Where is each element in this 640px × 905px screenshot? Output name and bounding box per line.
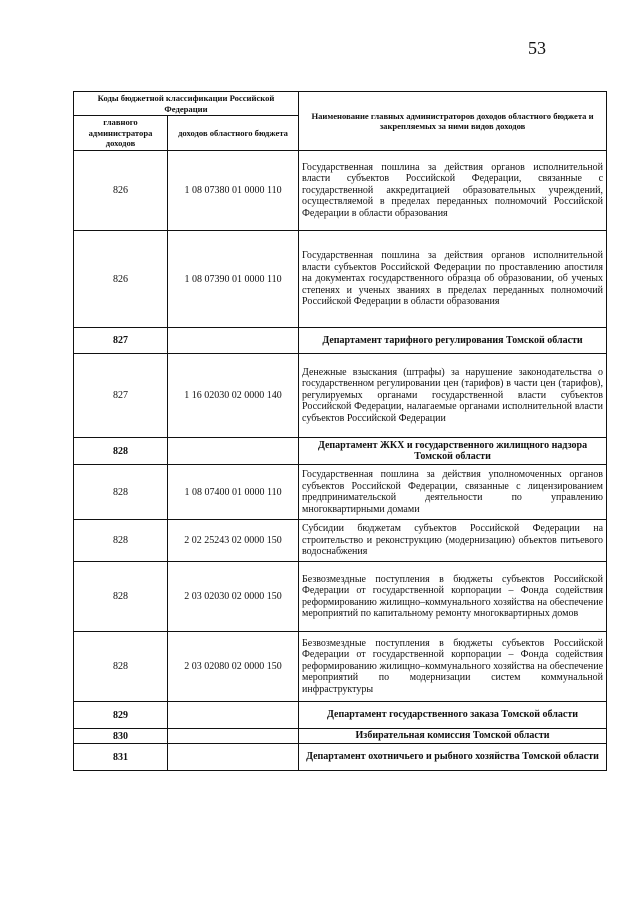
- header-name: Наименование главных администраторов доходов областного бюджета и закрепляемых за ними видов доходов: [299, 92, 607, 151]
- income-code-cell: 2 02 25243 02 0000 150: [168, 520, 299, 562]
- admin-code-cell: 828: [74, 632, 168, 702]
- department-name-cell: Департамент охотничьего и рыбного хозяйства Томской области: [299, 744, 607, 771]
- page-number: 53: [528, 38, 546, 58]
- table-body: [74, 151, 607, 771]
- table-row: [74, 151, 607, 231]
- table-row: [74, 231, 607, 328]
- budget-classification-table: [73, 91, 607, 771]
- department-row: [74, 702, 607, 729]
- admin-code-cell: 828: [74, 438, 168, 465]
- name-cell: Денежные взыскания (штрафы) за нарушение законодательства о государственном регулировании цен (тарифов) в части цен (тарифов), регулируемых органами государственной власти субъектов Российской Федерации, налагаемые органами исполнительной власти субъектов Российской Федерации: [299, 354, 607, 438]
- admin-code-cell: 828: [74, 520, 168, 562]
- income-code-cell: 1 16 02030 02 0000 140: [168, 354, 299, 438]
- department-row: [74, 744, 607, 771]
- income-code-cell: [168, 729, 299, 744]
- admin-code-cell: 826: [74, 231, 168, 328]
- admin-code-cell: 827: [74, 354, 168, 438]
- table-row: [74, 562, 607, 632]
- admin-code-cell: 828: [74, 562, 168, 632]
- income-code-cell: [168, 328, 299, 354]
- income-code-cell: [168, 702, 299, 729]
- header-codes-group: Коды бюджетной классификации Российской Федерации: [74, 92, 299, 116]
- table-row: [74, 465, 607, 520]
- income-code-cell: 1 08 07380 01 0000 110: [168, 151, 299, 231]
- name-cell: Государственная пошлина за действия уполномоченных органов субъектов Российской Федерации, связанные с лицензированием предпринимательской деятельности по управлению многоквартирными домами: [299, 465, 607, 520]
- department-row: [74, 328, 607, 354]
- department-name-cell: Департамент тарифного регулирования Томской области: [299, 328, 607, 354]
- department-name-cell: Департамент ЖКХ и государственного жилищного надзора Томской области: [299, 438, 607, 465]
- department-name-cell: Избирательная комиссия Томской области: [299, 729, 607, 744]
- name-cell: Государственная пошлина за действия органов исполнительной власти субъектов Российской Федерации по проставлению апостиля на документах государственного образца об образовании, об ученых степенях и ученых званиях в пределах переданных полномочий Российской Федерации в области образования: [299, 231, 607, 328]
- admin-code-cell: 829: [74, 702, 168, 729]
- income-code-cell: 2 03 02080 02 0000 150: [168, 632, 299, 702]
- income-code-cell: 2 03 02030 02 0000 150: [168, 562, 299, 632]
- name-cell: Государственная пошлина за действия органов исполнительной власти субъектов Российской Федерации, связанные с государственной аккредитацией образовательных учреждений, осуществляемой в пределах переданных полномочий Российской Федерации в области образования: [299, 151, 607, 231]
- admin-code-cell: 828: [74, 465, 168, 520]
- income-code-cell: 1 08 07390 01 0000 110: [168, 231, 299, 328]
- name-cell: Безвозмездные поступления в бюджеты субъектов Российской Федерации от государственной корпорации – Фонда содействия реформированию жилищно–коммунального хозяйства на обеспечение мероприятий по модернизации систем коммунальной инфраструктуры: [299, 632, 607, 702]
- table-header: [74, 92, 607, 151]
- admin-code-cell: 826: [74, 151, 168, 231]
- table-row: [74, 520, 607, 562]
- admin-code-cell: 830: [74, 729, 168, 744]
- income-code-cell: [168, 744, 299, 771]
- name-cell: Субсидии бюджетам субъектов Российской Федерации на строительство и реконструкцию (модернизацию) объектов питьевого водоснабжения: [299, 520, 607, 562]
- department-row: [74, 438, 607, 465]
- header-income-code: доходов областного бюджета: [168, 116, 299, 151]
- department-row: [74, 729, 607, 744]
- header-admin-code: главного администратора доходов: [74, 116, 168, 151]
- name-cell: Безвозмездные поступления в бюджеты субъектов Российской Федерации от государственной корпорации – Фонда содействия реформированию жилищно–коммунального хозяйства на обеспечение мероприятий по капитальному ремонту многоквартирных домов: [299, 562, 607, 632]
- income-code-cell: [168, 438, 299, 465]
- income-code-cell: 1 08 07400 01 0000 110: [168, 465, 299, 520]
- department-name-cell: Департамент государственного заказа Томской области: [299, 702, 607, 729]
- admin-code-cell: 827: [74, 328, 168, 354]
- table-row: [74, 354, 607, 438]
- table-row: [74, 632, 607, 702]
- admin-code-cell: 831: [74, 744, 168, 771]
